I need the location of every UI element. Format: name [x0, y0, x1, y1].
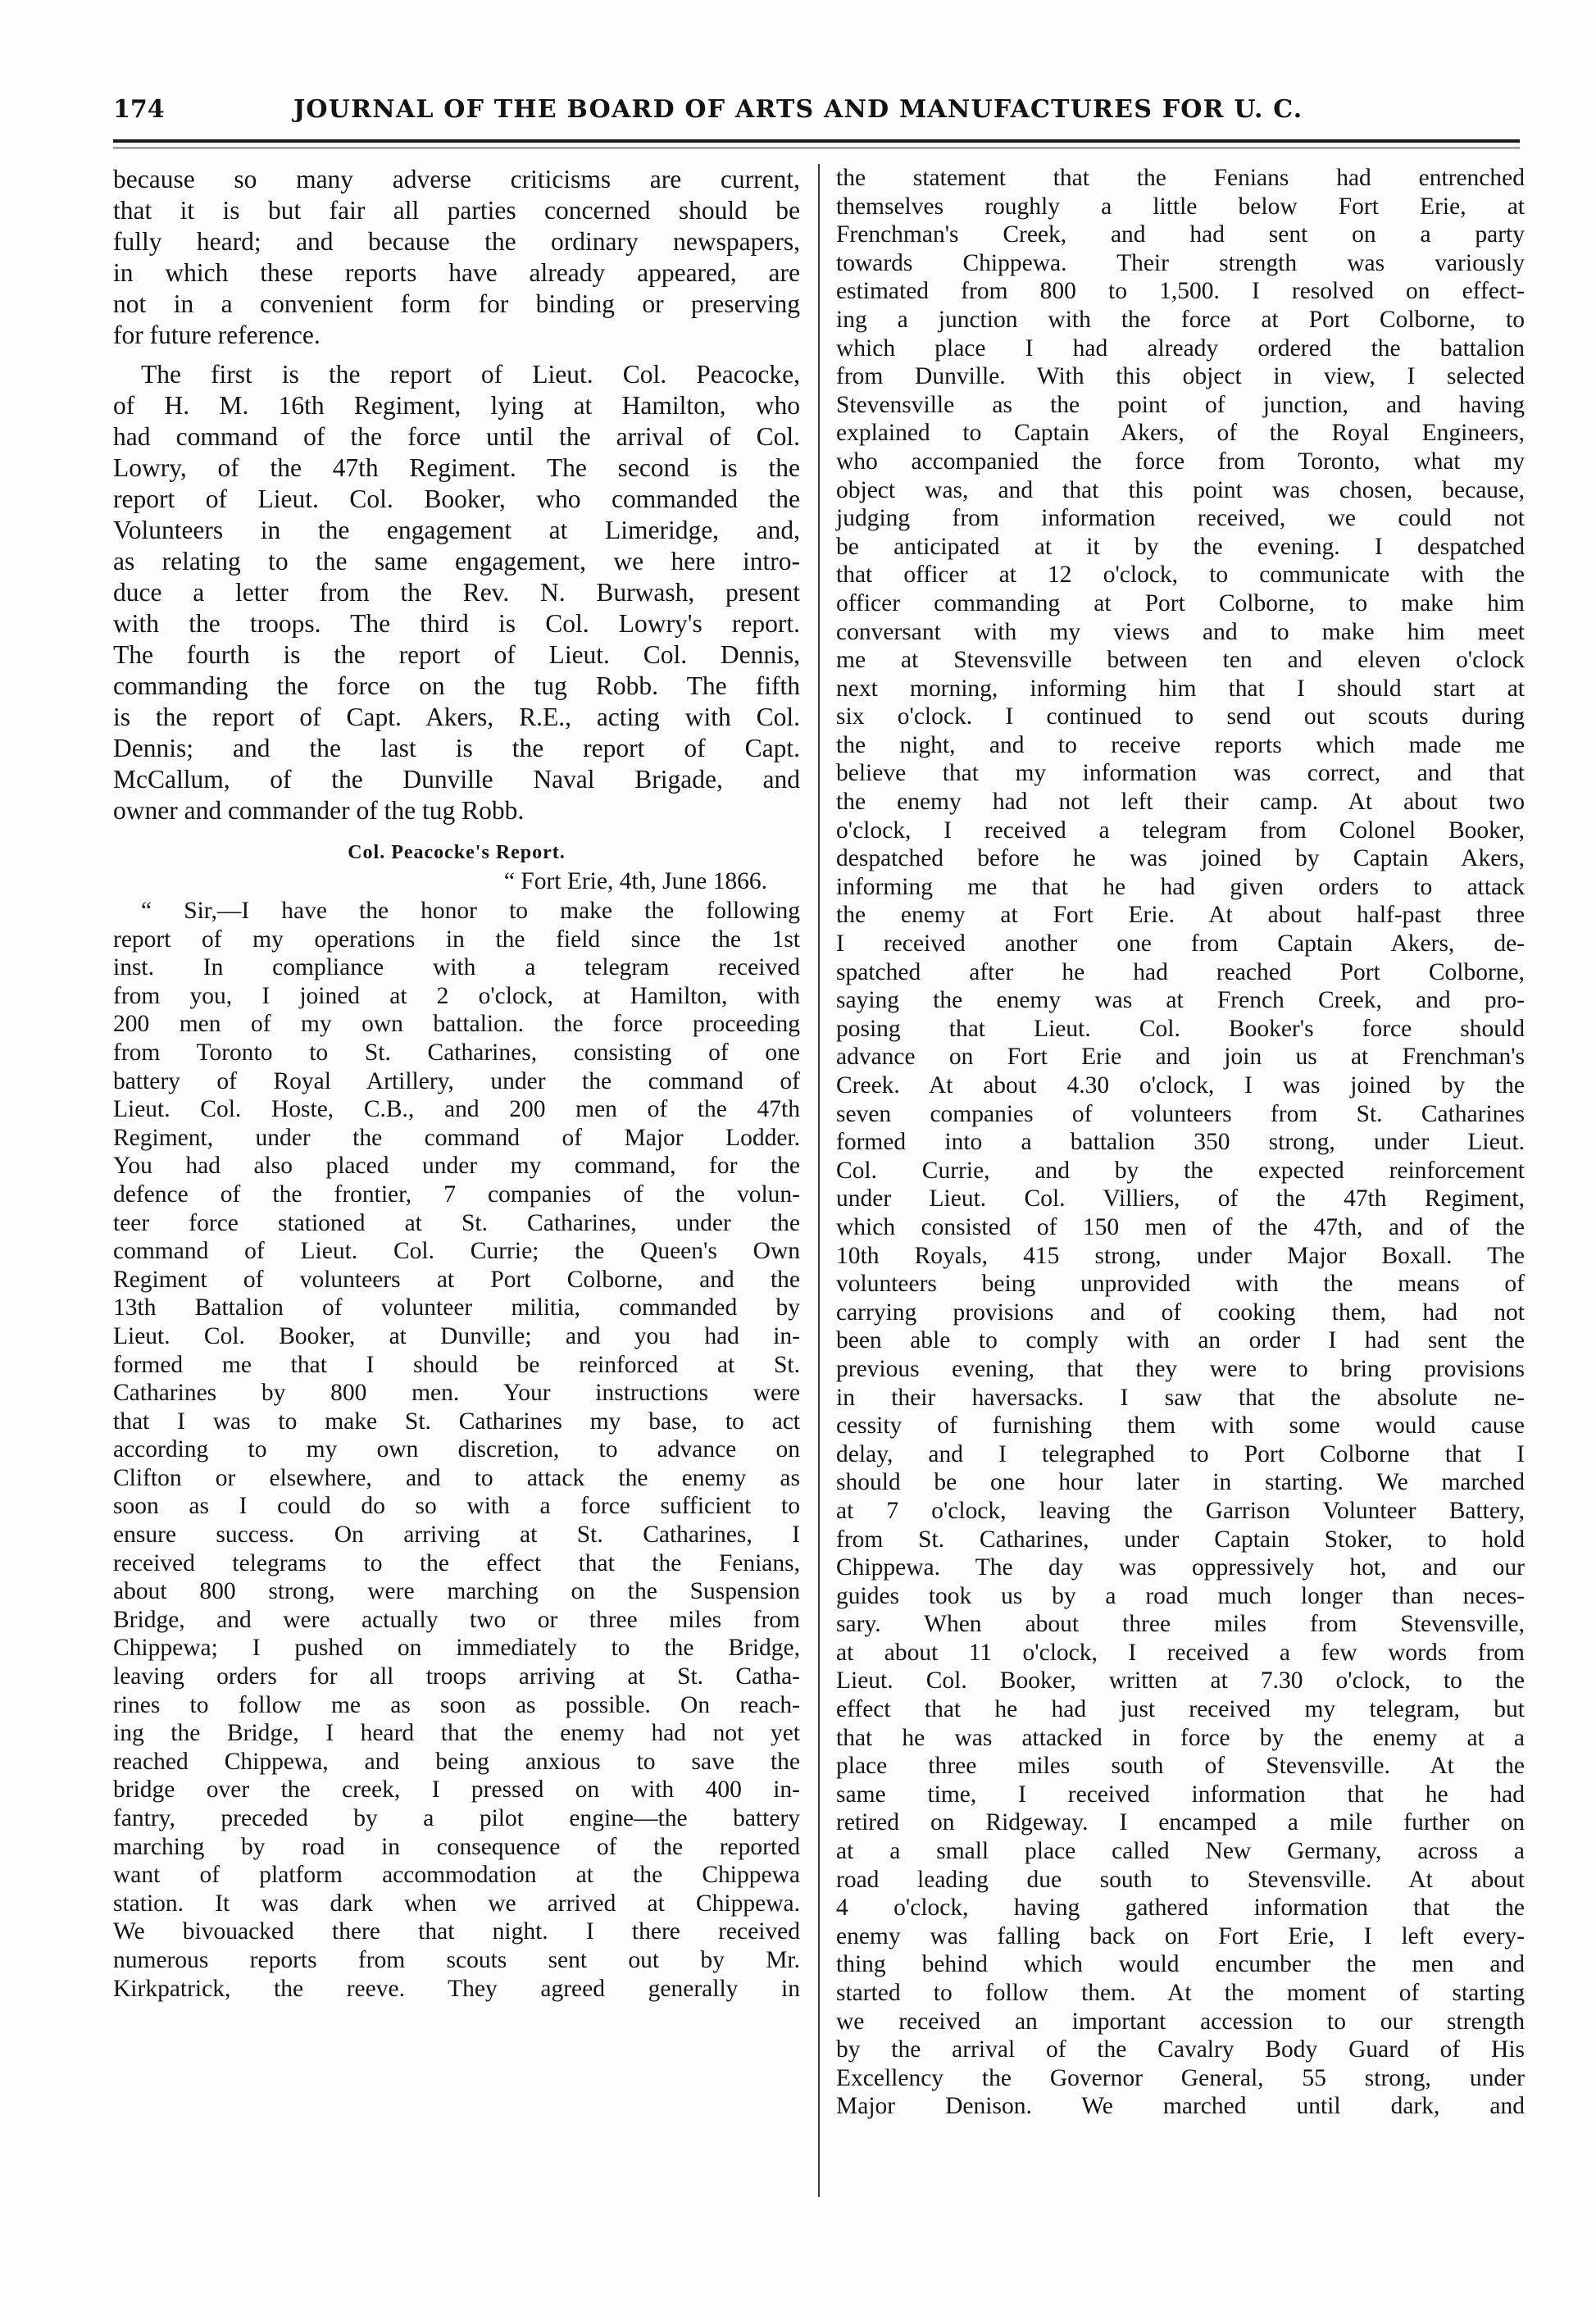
- text-line: be anticipated at it by the evening. I despatched: [836, 533, 1525, 560]
- text-line: owner and commander of the tug Robb.: [113, 796, 525, 825]
- text-line: Lieut. Col. Hoste, C.B., and 200 men of the 47th: [113, 1096, 800, 1123]
- text-line: numerous reports from scouts sent out by Mr.: [113, 1946, 800, 1973]
- text-line: believe that my information was correct, and that: [836, 760, 1525, 787]
- text-line: duce a letter from the Rev. N. Burwash, present: [113, 578, 800, 607]
- text-line: estimated from 800 to 1,500. I resolved on effect-: [836, 278, 1525, 305]
- text-line: because so many adverse criticisms are current,: [113, 165, 800, 193]
- text-line: that officer at 12 o'clock, to communicate with the: [836, 562, 1525, 589]
- text-line: volunteers being unprovided with the means of: [836, 1271, 1525, 1298]
- text-line: delay, and I telegraphed to Port Colborne that I: [836, 1440, 1525, 1467]
- left-column: [113, 164, 800, 2003]
- text-line: of H. M. 16th Regiment, lying at Hamilton, who: [113, 391, 800, 420]
- text-line: thing behind which would encumber the men and: [836, 1951, 1525, 1978]
- text-line: Excellency the Governor General, 55 strong, under: [836, 2064, 1525, 2091]
- text-line: formed into a battalion 350 strong, under Lieut.: [836, 1129, 1525, 1156]
- text-line: McCallum, of the Dunville Naval Brigade, and: [113, 765, 800, 794]
- text-line: not in a convenient form for binding or preserving: [113, 289, 800, 318]
- text-line: we received an important accession to our strength: [836, 2008, 1525, 2035]
- reports-list-paragraph: [113, 359, 800, 826]
- text-line: command of Lieut. Col. Currie; the Queen's Own: [113, 1238, 800, 1265]
- text-line: six o'clock. I continued to send out scouts during: [836, 703, 1525, 730]
- text-line: cessity of furnishing them with some would cause: [836, 1412, 1525, 1440]
- text-line: Major Denison. We marched until dark, and: [836, 2093, 1525, 2120]
- column-divider: [818, 164, 820, 2197]
- text-line: Volunteers in the engagement at Limeridge, and,: [113, 516, 800, 544]
- text-line: bridge over the creek, I pressed on with 400 in-: [113, 1776, 800, 1804]
- text-line: at about 11 o'clock, I received a few words from: [836, 1639, 1525, 1666]
- text-line: fully heard; and because the ordinary newspapers,: [113, 227, 800, 256]
- intro-paragraph: [113, 164, 800, 351]
- text-line: Frenchman's Creek, and had sent on a party: [836, 221, 1525, 248]
- text-line: under Lieut. Col. Villiers, of the 47th Regiment,: [836, 1185, 1525, 1212]
- text-line: with the troops. The third is Col. Lowry's report.: [113, 609, 800, 638]
- text-line: spatched after he had reached Port Colborne,: [836, 958, 1525, 985]
- text-line: Kirkpatrick, the reeve. They agreed generally in: [113, 1975, 800, 2002]
- text-line: next morning, informing him that I should start at: [836, 675, 1525, 702]
- text-line: formed me that I should be reinforced at St.: [113, 1351, 800, 1378]
- text-line: 200 men of my own battalion. the force proceeding: [113, 1011, 800, 1038]
- text-line: inst. In compliance with a telegram received: [113, 954, 800, 981]
- text-line: Chippewa; I pushed on immediately to the Bridge,: [113, 1635, 800, 1662]
- text-line: about 800 strong, were marching on the Suspension: [113, 1578, 800, 1605]
- page-number: 174: [113, 95, 165, 124]
- text-line: retired on Ridgeway. I encamped a mile further on: [836, 1809, 1525, 1836]
- text-line: rines to follow me as soon as possible. On reach-: [113, 1691, 800, 1718]
- section-subheading: Col. Peacocke's Report.: [348, 842, 566, 863]
- text-line: conversant with my views and to make him meet: [836, 618, 1525, 645]
- text-line: ing a junction with the force at Port Colborne, to: [836, 306, 1525, 333]
- text-line: previous evening, that they were to bring provisions: [836, 1355, 1525, 1382]
- text-line: sary. When about three miles from Stevensville,: [836, 1611, 1525, 1638]
- text-line: Stevensville as the point of junction, and having: [836, 391, 1525, 418]
- text-line: battery of Royal Artillery, under the command of: [113, 1067, 800, 1094]
- text-line: that it is but fair all parties concerned should be: [113, 196, 800, 225]
- text-line: had command of the force until the arrival of Col.: [113, 422, 800, 451]
- report-continuation-paragraph: [836, 164, 1525, 2121]
- text-line: enemy was falling back on Fort Erie, I left every-: [836, 1922, 1525, 1949]
- text-line: Bridge, and were actually two or three miles from: [113, 1606, 800, 1633]
- text-line: at a small place called New Germany, across a: [836, 1838, 1525, 1865]
- text-line: received telegrams to the effect that the Fenians,: [113, 1549, 800, 1576]
- text-line: “ Sir,—I have the honor to make the following: [141, 898, 800, 924]
- text-line: road leading due south to Stevensville. At about: [836, 1866, 1525, 1893]
- text-line: that he was attacked in force by the enemy at a: [836, 1724, 1525, 1751]
- text-line: ensure success. On arriving at St. Catharines, I: [113, 1522, 800, 1549]
- text-line: started to follow them. At the moment of starting: [836, 1980, 1525, 2006]
- text-line: teer force stationed at St. Catharines, under the: [113, 1209, 800, 1236]
- text-line: as relating to the same engagement, we here intro-: [113, 547, 800, 575]
- text-line: who accompanied the force from Toronto, what my: [836, 448, 1525, 475]
- text-line: We bivouacked there that night. I there received: [113, 1918, 800, 1945]
- text-line: informing me that he had given orders to attack: [836, 873, 1525, 900]
- text-line: effect that he had just received my telegram, but: [836, 1696, 1525, 1723]
- text-line: 13th Battalion of volunteer militia, commanded by: [113, 1294, 800, 1321]
- text-line: Col. Currie, and by the expected reinforcement: [836, 1157, 1525, 1184]
- text-line: Lowry, of the 47th Regiment. The second is the: [113, 453, 800, 482]
- letter-dateline: “ Fort Erie, 4th, June 1866.: [503, 868, 767, 894]
- text-line: fantry, preceded by a pilot engine—the battery: [113, 1805, 800, 1831]
- journal-title: JOURNAL OF THE BOARD OF ARTS AND MANUFACTURES FOR U. C.: [293, 95, 1303, 124]
- text-line: the enemy at Fort Erie. At about half-past three: [836, 902, 1525, 929]
- text-line: from Dunville. With this object in view, I selected: [836, 363, 1525, 390]
- text-line: in which these reports have already appeared, are: [113, 258, 800, 287]
- text-line: I received another one from Captain Akers, de-: [836, 930, 1525, 958]
- text-line: themselves roughly a little below Fort Erie, at: [836, 193, 1525, 220]
- text-line: o'clock, I received a telegram from Colonel Booker,: [836, 817, 1525, 844]
- text-line: reached Chippewa, and being anxious to save the: [113, 1748, 800, 1775]
- text-line: defence of the frontier, 7 companies of the volun-: [113, 1180, 800, 1208]
- text-line: for future reference.: [113, 321, 321, 349]
- text-line: which place I had already ordered the battalion: [836, 334, 1525, 362]
- text-line: judging from information received, we could not: [836, 505, 1525, 532]
- text-line: Creek. At about 4.30 o'clock, I was joined by the: [836, 1072, 1525, 1099]
- text-line: seven companies of volunteers from St. Catharines: [836, 1100, 1525, 1127]
- text-line: from you, I joined at 2 o'clock, at Hamilton, with: [113, 982, 800, 1009]
- text-line: saying the enemy was at French Creek, and pro-: [836, 987, 1525, 1014]
- text-line: station. It was dark when we arrived at Chippewa.: [113, 1890, 800, 1917]
- text-line: ing the Bridge, I heard that the enemy had not yet: [113, 1720, 800, 1747]
- text-line: 10th Royals, 415 strong, under Major Boxall. The: [836, 1242, 1525, 1269]
- text-line: Lieut. Col. Booker, at Dunville; and you had in-: [113, 1322, 800, 1349]
- text-line: from St. Catharines, under Captain Stoker, to hold: [836, 1526, 1525, 1553]
- text-line: Clifton or elsewhere, and to attack the enemy as: [113, 1464, 800, 1491]
- text-line: Chippewa. The day was oppressively hot, and our: [836, 1554, 1525, 1581]
- text-line: is the report of Capt. Akers, R.E., acting with Col.: [113, 703, 800, 731]
- header-rule-thick: [113, 139, 1520, 143]
- report-body-paragraph: [113, 897, 800, 2003]
- text-line: report of my operations in the field since the 1st: [113, 926, 800, 953]
- text-line: officer commanding at Port Colborne, to make him: [836, 589, 1525, 616]
- text-line: explained to Captain Akers, of the Royal Engineers,: [836, 420, 1525, 447]
- text-line: The first is the report of Lieut. Col. Peacocke,: [141, 360, 800, 389]
- text-line: despatched before he was joined by Captain Akers,: [836, 845, 1525, 872]
- text-line: from Toronto to St. Catharines, consisting of one: [113, 1039, 800, 1066]
- text-line: want of platform accommodation at the Chippewa: [113, 1862, 800, 1889]
- text-line: been able to comply with an order I had sent the: [836, 1327, 1525, 1354]
- text-line: marching by road in consequence of the reported: [113, 1833, 800, 1860]
- text-line: the enemy had not left their camp. At about two: [836, 789, 1525, 816]
- text-line: Dennis; and the last is the report of Capt.: [113, 734, 800, 762]
- text-line: the night, and to receive reports which made me: [836, 731, 1525, 758]
- text-line: guides took us by a road much longer than neces-: [836, 1582, 1525, 1609]
- text-line: Catharines by 800 men. Your instructions were: [113, 1380, 800, 1407]
- text-line: advance on Fort Erie and join us at Frenchman's: [836, 1044, 1525, 1071]
- text-line: same time, I received information that he had: [836, 1781, 1525, 1808]
- text-line: report of Lieut. Col. Booker, who commanded the: [113, 484, 800, 513]
- text-line: posing that Lieut. Col. Booker's force should: [836, 1015, 1525, 1042]
- text-line: soon as I could do so with a force sufficient to: [113, 1493, 800, 1520]
- text-line: in their haversacks. I saw that the absolute ne-: [836, 1384, 1525, 1411]
- text-line: The fourth is the report of Lieut. Col. Dennis,: [113, 640, 800, 669]
- text-line: place three miles south of Stevensville. At the: [836, 1753, 1525, 1780]
- text-line: object was, and that this point was chosen, because,: [836, 476, 1525, 503]
- text-line: at 7 o'clock, leaving the Garrison Volunteer Battery,: [836, 1497, 1525, 1524]
- text-line: should be one hour later in starting. We marched: [836, 1469, 1525, 1496]
- text-line: Regiment of volunteers at Port Colborne, and the: [113, 1266, 800, 1293]
- text-line: Regiment, under the command of Major Lodder.: [113, 1124, 800, 1151]
- text-line: that I was to make St. Catharines my base, to act: [113, 1408, 800, 1435]
- text-line: 4 o'clock, having gathered information that the: [836, 1895, 1525, 1922]
- text-line: leaving orders for all troops arriving at St. Catha-: [113, 1663, 800, 1690]
- text-line: towards Chippewa. Their strength was variously: [836, 249, 1525, 276]
- text-line: me at Stevensville between ten and eleven o'clock: [836, 647, 1525, 674]
- text-line: commanding the force on the tug Robb. The fifth: [113, 671, 800, 700]
- text-line: the statement that the Fenians had entrenched: [836, 165, 1525, 191]
- text-line: which consisted of 150 men of the 47th, and of the: [836, 1213, 1525, 1240]
- running-head: [113, 92, 1549, 141]
- text-line: You had also placed under my command, for the: [113, 1153, 800, 1180]
- text-line: Lieut. Col. Booker, written at 7.30 o'clock, to the: [836, 1667, 1525, 1695]
- text-line: carrying provisions and of cooking them, had not: [836, 1299, 1525, 1326]
- text-line: according to my own discretion, to advance on: [113, 1436, 800, 1463]
- right-column: [836, 164, 1525, 2121]
- text-line: by the arrival of the Cavalry Body Guard of His: [836, 2036, 1525, 2063]
